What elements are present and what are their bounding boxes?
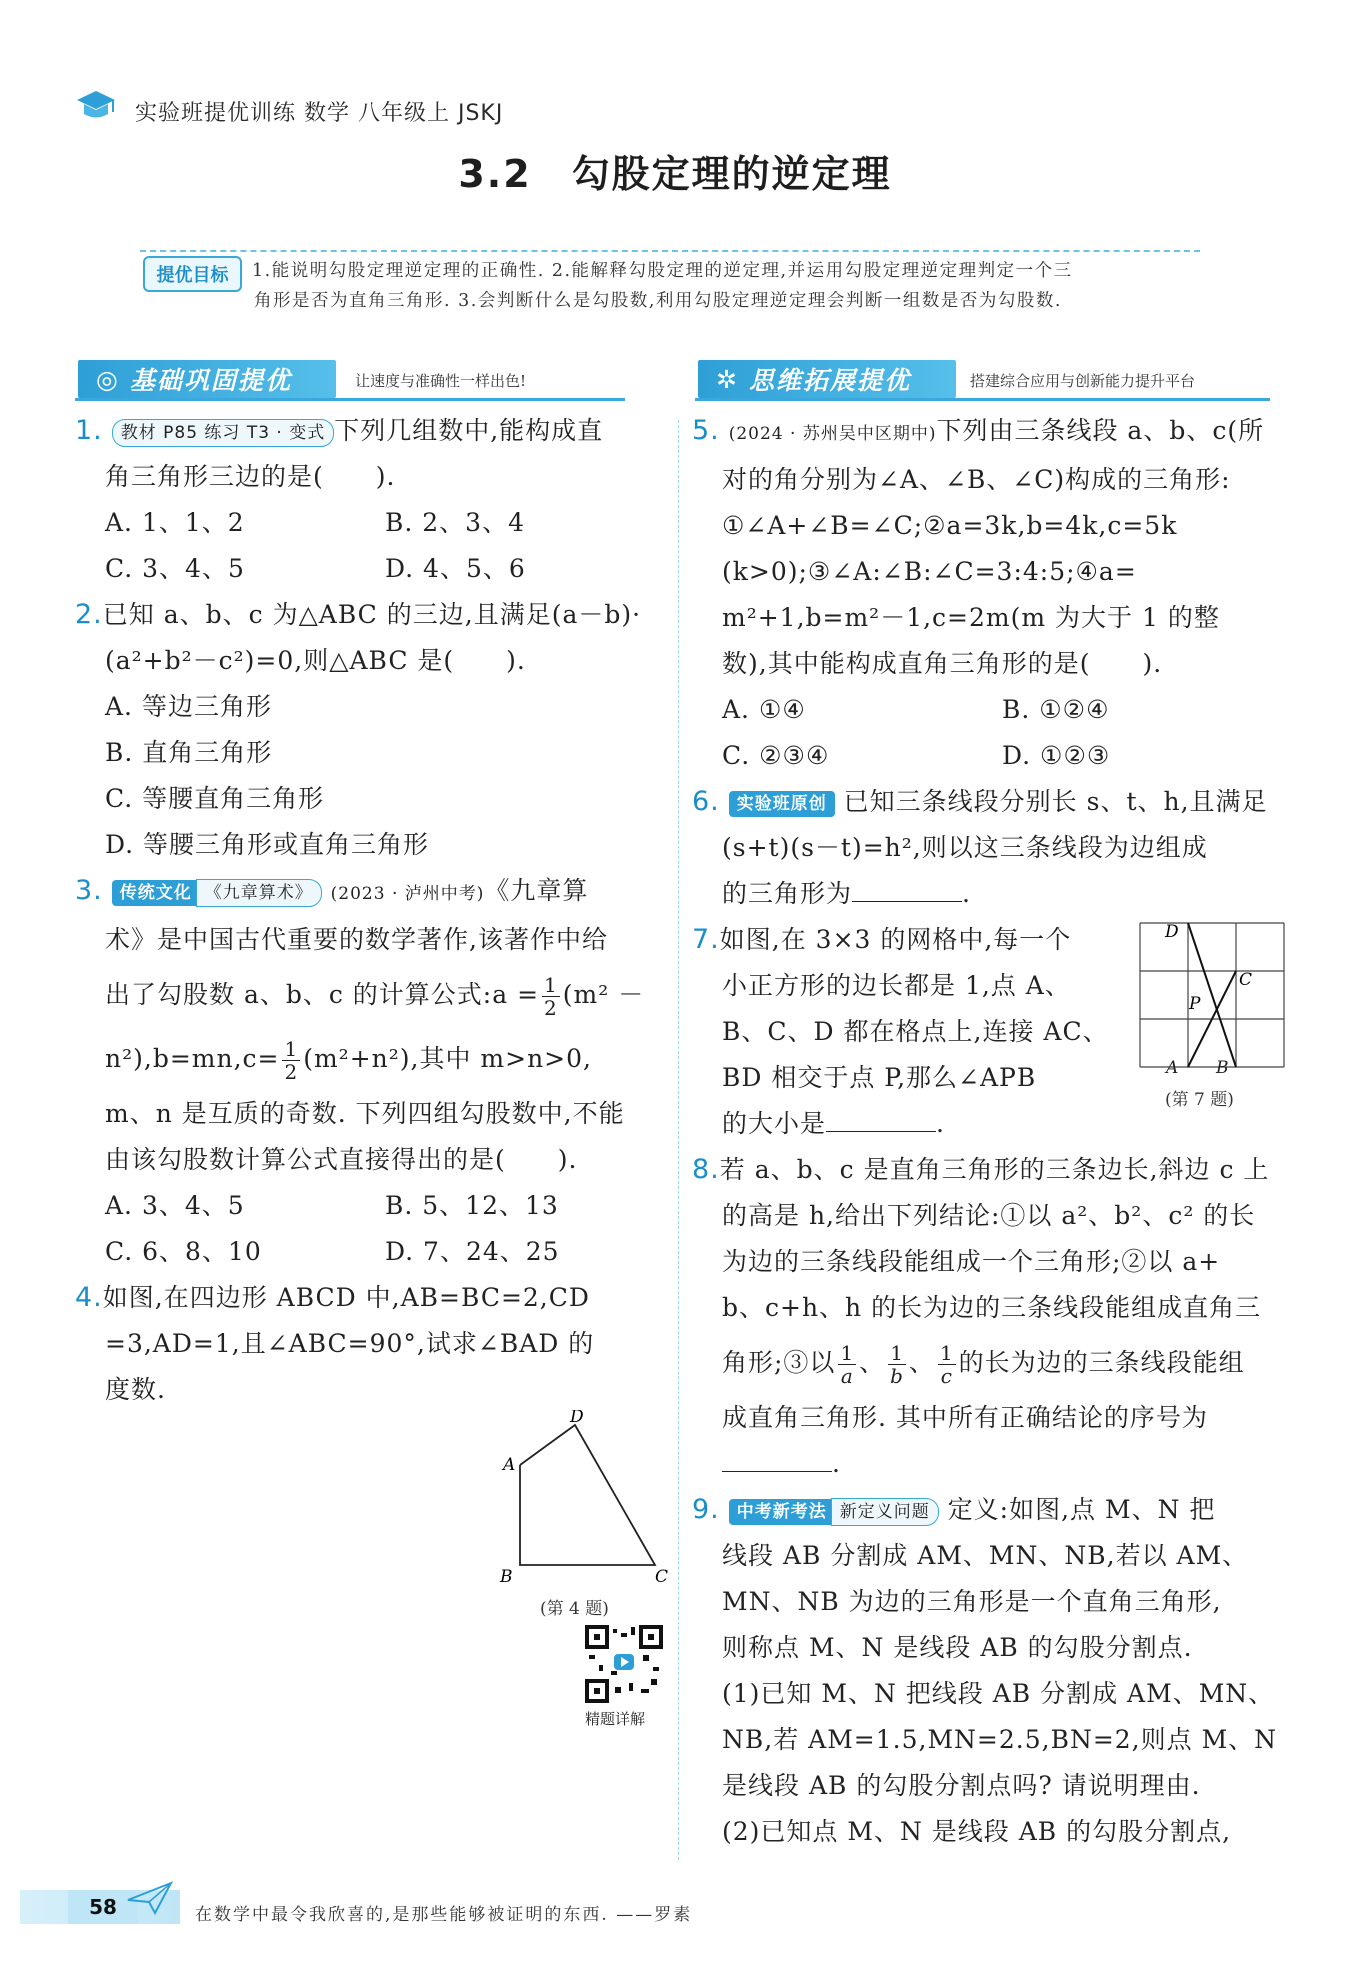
q1-number: 1. xyxy=(75,415,103,446)
q6-stem-3: 的三角形为 . xyxy=(692,871,1282,917)
q7-stem-2: 小正方形的边长都是 1,点 A、 xyxy=(722,971,1071,1000)
q5-option-b: B. ①②④ xyxy=(1002,695,1110,724)
question-2 xyxy=(75,592,665,868)
q7-stem-5: 的大小是 . xyxy=(692,1101,1282,1147)
q9-stem-8: (2)已知点 M、N 是线段 AB 的勾股分割点, xyxy=(722,1817,1232,1846)
q2-option-d: D. 等腰三角形或直角三角形 xyxy=(105,830,430,859)
q4-caption: (第 4 题) xyxy=(540,1599,609,1619)
q3-option-d: D. 7、24、25 xyxy=(385,1237,560,1266)
q4-stem-2: =3,AD=1,且∠ABC=90°,试求∠BAD 的 xyxy=(105,1329,595,1358)
q1-option-d: D. 4、5、6 xyxy=(385,554,526,583)
q3-stem-2: 出了勾股数 a、b、c 的计算公式:a = $\frac{1}{2}$ (m² － xyxy=(105,973,645,1020)
q9-stem-6: NB,若 AM=1.5,MN=2.5,BN=2,则点 M、N xyxy=(722,1725,1278,1754)
q4-stem-1: 如图,在四边形 ABCD 中,AB=BC=2,CD xyxy=(102,1283,590,1312)
q6-stem-2: (s+t)(s－t)=h²,则以这三条线段为边组成 xyxy=(722,833,1208,862)
page-number: 58 xyxy=(68,1890,138,1924)
q3-option-a: A. 3、4、5 xyxy=(105,1191,245,1220)
header-logo-icon xyxy=(75,88,117,124)
q9-stem-5: (1)已知 M、N 把线段 AB 分割成 AM、MN、 xyxy=(722,1679,1275,1708)
paper-plane-icon xyxy=(125,1878,175,1918)
q3-tag-2: 《九章算术》 xyxy=(196,879,322,907)
q1-option-b: B. 2、3、4 xyxy=(385,508,525,537)
q5-stem-5: m²+1,b=m²－1,c=2m(m 为大于 1 的整 xyxy=(722,603,1220,632)
q3-source: (2023 · 泸州中考) xyxy=(330,884,485,904)
q8-answer-blank[interactable] xyxy=(722,1441,832,1472)
q4-point-d: D xyxy=(570,1410,584,1427)
q8-stem-6: 成直角三角形. 其中所有正确结论的序号为 xyxy=(722,1403,1208,1432)
q1-tag: 教材 P85 练习 T3 · 变式 xyxy=(112,419,335,447)
q6-tag: 实验班原创 xyxy=(729,791,835,817)
goal-line-1: 1.能说明勾股定理逆定理的正确性. 2.能解释勾股定理的逆定理,并运用勾股定理逆定理判定一个三 xyxy=(252,261,1073,281)
q4-point-b: B xyxy=(500,1567,513,1587)
q5-stem-3: ①∠A+∠B=∠C;②a=3k,b=4k,c=5k xyxy=(722,511,1178,540)
q7-stem-1: 如图,在 3×3 的网格中,每一个 xyxy=(719,925,1072,954)
q2-option-b: B. 直角三角形 xyxy=(105,738,273,767)
q3-option-b: B. 5、12、13 xyxy=(385,1191,559,1220)
question-5 xyxy=(692,408,1282,779)
q8-frac-c: $\frac{1}{c}$ xyxy=(939,1341,954,1388)
q8-number: 8. xyxy=(692,1154,720,1185)
q5-option-a: A. ①④ xyxy=(722,695,806,724)
q7-stem-3: B、C、D 都在格点上,连接 AC、 xyxy=(722,1017,1109,1046)
q7-point-p: P xyxy=(1189,994,1201,1014)
q9-stem-2: 线段 AB 分割成 AM、MN、NB,若以 AM、 xyxy=(722,1541,1249,1570)
q2-stem-1: 已知 a、b、c 为△ABC 的三边,且满足(a－b)· xyxy=(102,600,642,629)
q2-stem-2: (a²+b²－c²)=0,则△ABC 是( ). xyxy=(105,646,526,675)
q9-stem-1: 定义:如图,点 M、N 把 xyxy=(947,1495,1216,1524)
q3-stem-1: 术》是中国古代重要的数学著作,该著作中给 xyxy=(105,925,608,954)
chapter-title: 3.2 勾股定理的逆定理 xyxy=(458,152,892,196)
section-left-title: ◎ 基础巩固提优 xyxy=(78,360,336,398)
q6-stem-1: 已知三条线段分别长 s、t、h,且满足 xyxy=(843,787,1268,816)
q9-number: 9. xyxy=(692,1494,720,1525)
q8-frac-b: $\frac{1}{b}$ xyxy=(890,1341,904,1388)
q9-stem-7: 是线段 AB 的勾股分割点吗? 请说明理由. xyxy=(722,1771,1201,1800)
section-right-subtitle: 搭建综合应用与创新能力提升平台 xyxy=(970,372,1196,390)
q8-frac-a: $\frac{1}{a}$ xyxy=(840,1341,855,1388)
q7-stem-4: BD 相交于点 P,那么∠APB xyxy=(722,1063,1037,1092)
q3-tag-1: 传统文化 xyxy=(112,880,200,906)
section-right-title: ✲ 思维拓展提优 xyxy=(698,360,956,398)
q9-stem-3: MN、NB 为边的三角形是一个直角三角形, xyxy=(722,1587,1222,1616)
q4-number: 4. xyxy=(75,1282,103,1313)
q8-stem-2: 的高是 h,给出下列结论:①以 a²、b²、c² 的长 xyxy=(722,1201,1256,1230)
q4-point-c: C xyxy=(655,1567,669,1587)
q5-number: 5. xyxy=(692,415,720,446)
q9-tag-2: 新定义问题 xyxy=(831,1498,939,1526)
section-left-subtitle: 让速度与准确性一样出色! xyxy=(355,372,527,390)
q5-option-c: C. ②③④ xyxy=(722,741,830,770)
q1-stem-1: 下列几组数中,能构成直 xyxy=(334,416,604,445)
q1-stem-2: 角三角形三边的是( ). xyxy=(105,462,396,491)
question-1 xyxy=(75,408,665,592)
q9-stem-4: 则称点 M、N 是线段 AB 的勾股分割点. xyxy=(722,1633,1193,1662)
q5-stem-4: (k>0);③∠A:∠B:∠C=3:4:5;④a= xyxy=(722,557,1137,586)
q3-stem-4: m、n 是互质的奇数. 下列四组勾股数中,不能 xyxy=(105,1099,625,1128)
q7-answer-blank[interactable] xyxy=(826,1101,936,1132)
q8-stem-3: 为边的三条线段能组成一个三角形;②以 a+ xyxy=(722,1247,1221,1276)
q5-stem-1: 下列由三条线段 a、b、c(所 xyxy=(936,416,1265,445)
question-8 xyxy=(692,1147,1282,1487)
q7-number: 7. xyxy=(692,924,720,955)
q1-option-c: C. 3、4、5 xyxy=(105,554,245,583)
column-divider xyxy=(678,420,679,1860)
q3-stem-0: 《九章算 xyxy=(484,876,589,905)
qr-label: 精题详解 xyxy=(585,1710,646,1728)
goal-tag: 提优目标 xyxy=(143,256,242,292)
left-column xyxy=(75,408,665,1413)
q2-option-c: C. 等腰直角三角形 xyxy=(105,784,325,813)
goal-line-2: 角形是否为直角三角形. 3.会判断什么是勾股数,利用勾股定理逆定理会判断一组数是否为勾股数. xyxy=(254,291,1062,311)
q3-half-frac-1: $\frac{1}{2}$ xyxy=(544,973,558,1020)
q2-option-a: A. 等边三角形 xyxy=(105,692,272,721)
q5-option-d: D. ①②③ xyxy=(1002,741,1111,770)
question-6 xyxy=(692,779,1282,917)
q7-point-a-label: A xyxy=(1166,1058,1179,1078)
q7-point-c: C xyxy=(1239,970,1253,990)
q3-option-c: C. 6、8、10 xyxy=(105,1237,262,1266)
header-title: 实验班提优训练 数学 八年级上 JSKJ xyxy=(135,101,504,126)
q2-number: 2. xyxy=(75,599,103,630)
q8-stem-4: b、c+h、h 的长为边的三条线段能组成直角三 xyxy=(722,1293,1262,1322)
atom-icon: ✲ xyxy=(716,364,739,394)
q5-stem-2: 对的角分别为∠A、∠B、∠C)构成的三角形: xyxy=(722,465,1231,494)
q7-point-b-label: B xyxy=(1216,1058,1229,1078)
q4-figure xyxy=(495,1410,675,1590)
question-4 xyxy=(75,1275,665,1413)
q3-half-frac-2: $\frac{1}{2}$ xyxy=(284,1037,299,1084)
q7-point-d: D xyxy=(1165,922,1179,942)
footer-quote: 在数学中最令我欣喜的,是那些能够被证明的东西. ——罗素 xyxy=(195,1905,693,1925)
q5-source: (2024 · 苏州吴中区期中) xyxy=(728,424,937,444)
q8-answer-line: . xyxy=(692,1441,1282,1487)
question-9 xyxy=(692,1487,1282,1855)
q3-stem-5: 由该勾股数计算公式直接得出的是( ). xyxy=(105,1145,578,1174)
question-3 xyxy=(75,868,665,1275)
q1-option-a: A. 1、1、2 xyxy=(105,508,245,537)
q8-stem-1: 若 a、b、c 是直角三角形的三条边长,斜边 c 上 xyxy=(719,1155,1270,1184)
q6-number: 6. xyxy=(692,786,720,817)
target-icon: ◎ xyxy=(96,364,120,394)
q4-stem-3: 度数. xyxy=(105,1375,166,1404)
goal-text xyxy=(252,256,1192,316)
right-column xyxy=(692,408,1282,1855)
q5-stem-6: 数),其中能构成直角三角形的是( ). xyxy=(722,649,1163,678)
q9-tag-1: 中考新考法 xyxy=(729,1499,835,1525)
q4-point-a: A xyxy=(503,1455,516,1475)
qr-code-icon xyxy=(585,1625,663,1703)
q6-answer-blank[interactable] xyxy=(852,871,962,902)
q7-caption: (第 7 题) xyxy=(1165,1090,1234,1110)
q3-stem-3: n²),b=mn,c= $\frac{1}{2}$ (m²+n²),其中 m>n>0, xyxy=(105,1037,592,1084)
q8-stem-5: 角形;③以 $\frac{1}{a}$ 、 $\frac{1}{b}$ 、 $\frac{1}{c}$ 的长为边的三条线段能组 xyxy=(722,1341,1245,1388)
q3-number: 3. xyxy=(75,875,103,906)
q7-figure xyxy=(1125,915,1290,1080)
